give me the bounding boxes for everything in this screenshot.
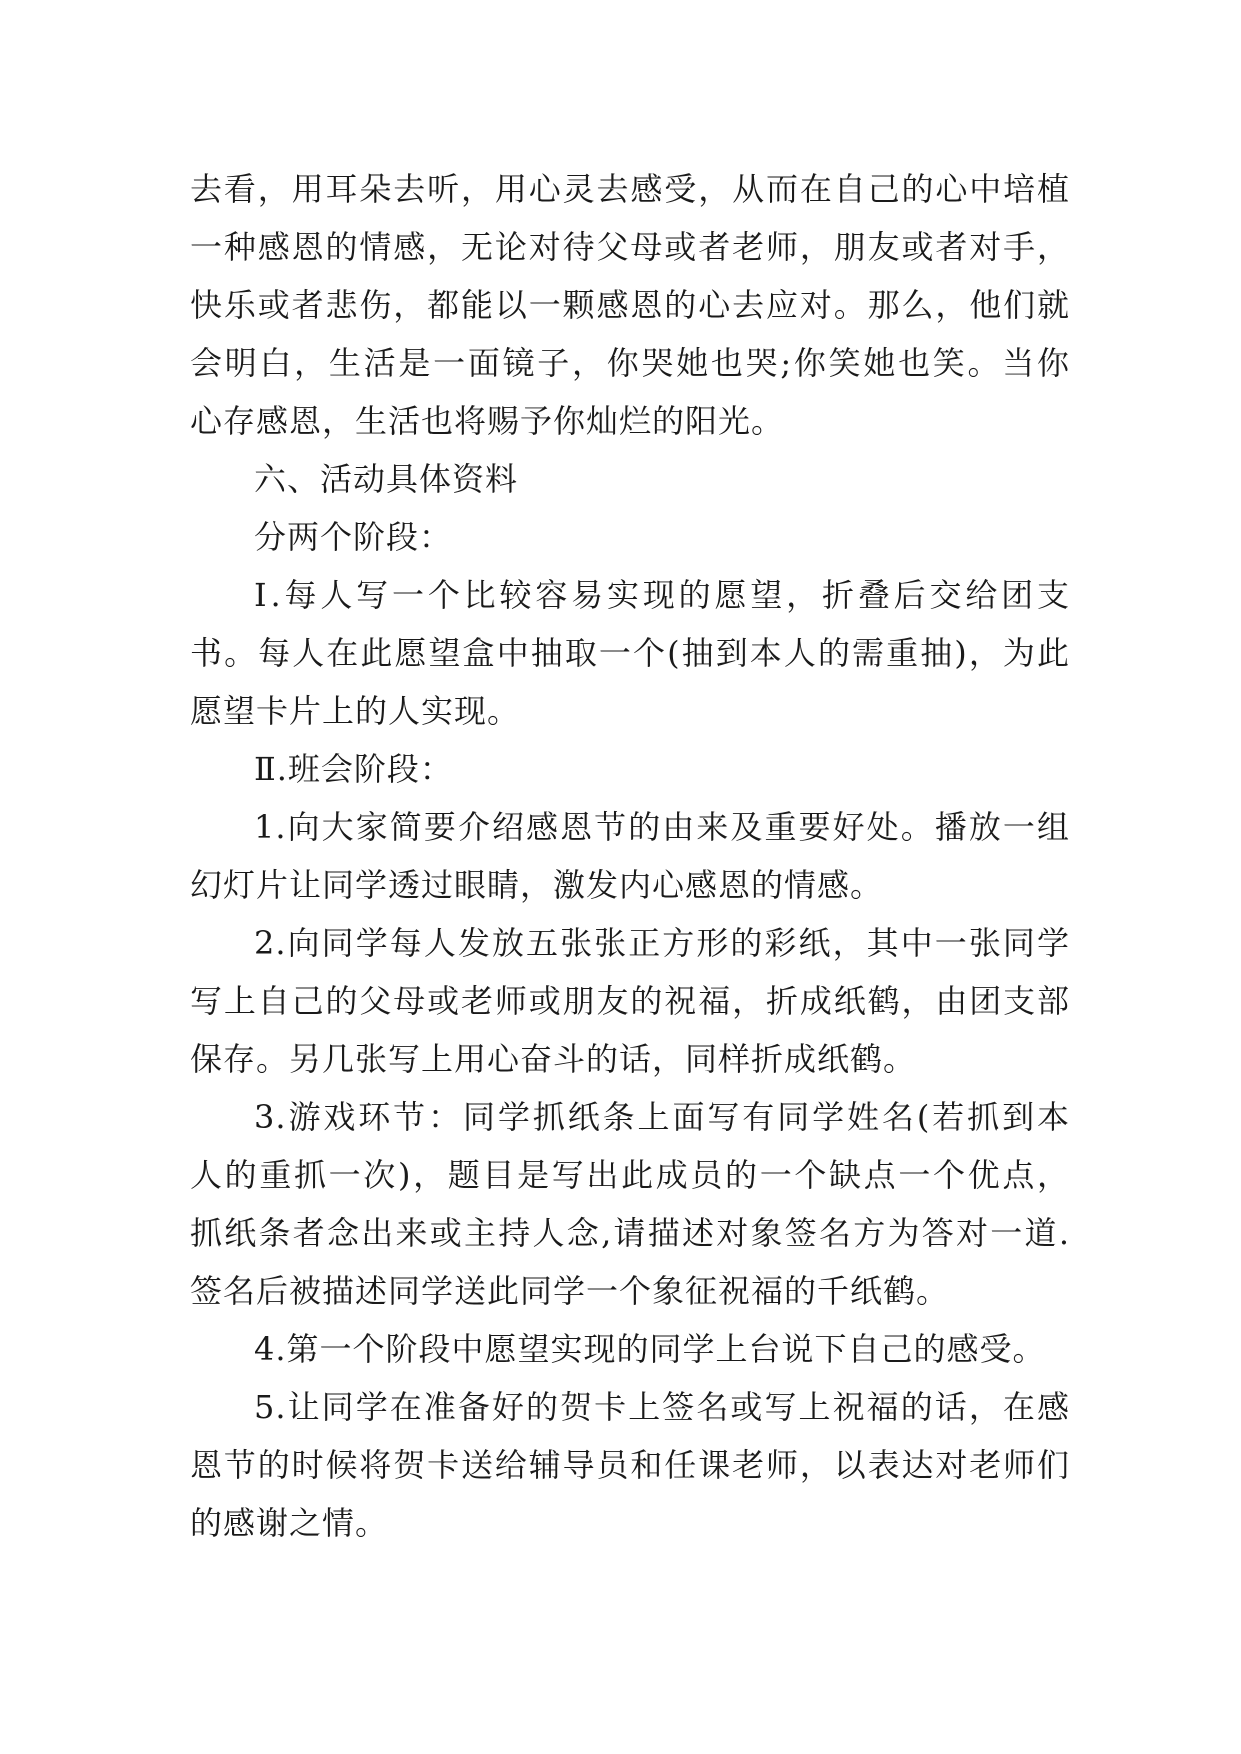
text-line: 心存感恩，生活也将赐予你灿烂的阳光。	[190, 402, 785, 440]
text-line: 2.向同学每人发放五张张正方形的彩纸，其中一张同学	[254, 924, 1070, 962]
text-line: 人的重抓一次)，题目是写出此成员的一个缺点一个优点，	[190, 1156, 1070, 1194]
text-line: 幻灯片让同学透过眼睛，激发内心感恩的情感。	[190, 866, 884, 904]
text-line: 签名后被描述同学送此同学一个象征祝福的千纸鹤。	[190, 1272, 950, 1310]
text-line: 恩节的时候将贺卡送给辅导员和任课老师，以表达对老师们	[190, 1446, 1070, 1484]
text-line: Ⅱ.班会阶段：	[254, 750, 453, 788]
text-line: 抓纸条者念出来或主持人念,请描述对象签名方为答对一道.	[190, 1214, 1070, 1252]
text-line: 愿望卡片上的人实现。	[190, 692, 521, 730]
text-line: 保存。另几张写上用心奋斗的话，同样折成纸鹤。	[190, 1040, 917, 1078]
text-line: 4.第一个阶段中愿望实现的同学上台说下自己的感受。	[254, 1330, 1046, 1368]
text-line: 的感谢之情。	[190, 1504, 389, 1542]
section-heading: 六、活动具体资料	[254, 460, 519, 498]
text-line: 写上自己的父母或老师或朋友的祝福，折成纸鹤，由团支部	[190, 982, 1070, 1020]
text-line: 分两个阶段：	[254, 518, 453, 556]
text-line: 5.让同学在准备好的贺卡上签名或写上祝福的话，在感	[254, 1388, 1070, 1426]
text-line: 书。每人在此愿望盒中抽取一个(抽到本人的需重抽)，为此	[190, 634, 1070, 672]
text-line: 1.向大家简要介绍感恩节的由来及重要好处。播放一组	[254, 808, 1070, 846]
text-line: 快乐或者悲伤，都能以一颗感恩的心去应对。那么，他们就	[190, 286, 1070, 324]
text-line: 3.游戏环节：同学抓纸条上面写有同学姓名(若抓到本	[254, 1098, 1070, 1136]
body-text	[190, 160, 1070, 1552]
text-line: 会明白，生活是一面镜子，你哭她也哭;你笑她也笑。当你	[190, 344, 1070, 382]
text-line: 去看，用耳朵去听，用心灵去感受，从而在自己的心中培植	[190, 170, 1070, 208]
text-line: 一种感恩的情感，无论对待父母或者老师，朋友或者对手，	[190, 228, 1070, 266]
text-line: Ⅰ.每人写一个比较容易实现的愿望，折叠后交给团支	[254, 576, 1070, 614]
